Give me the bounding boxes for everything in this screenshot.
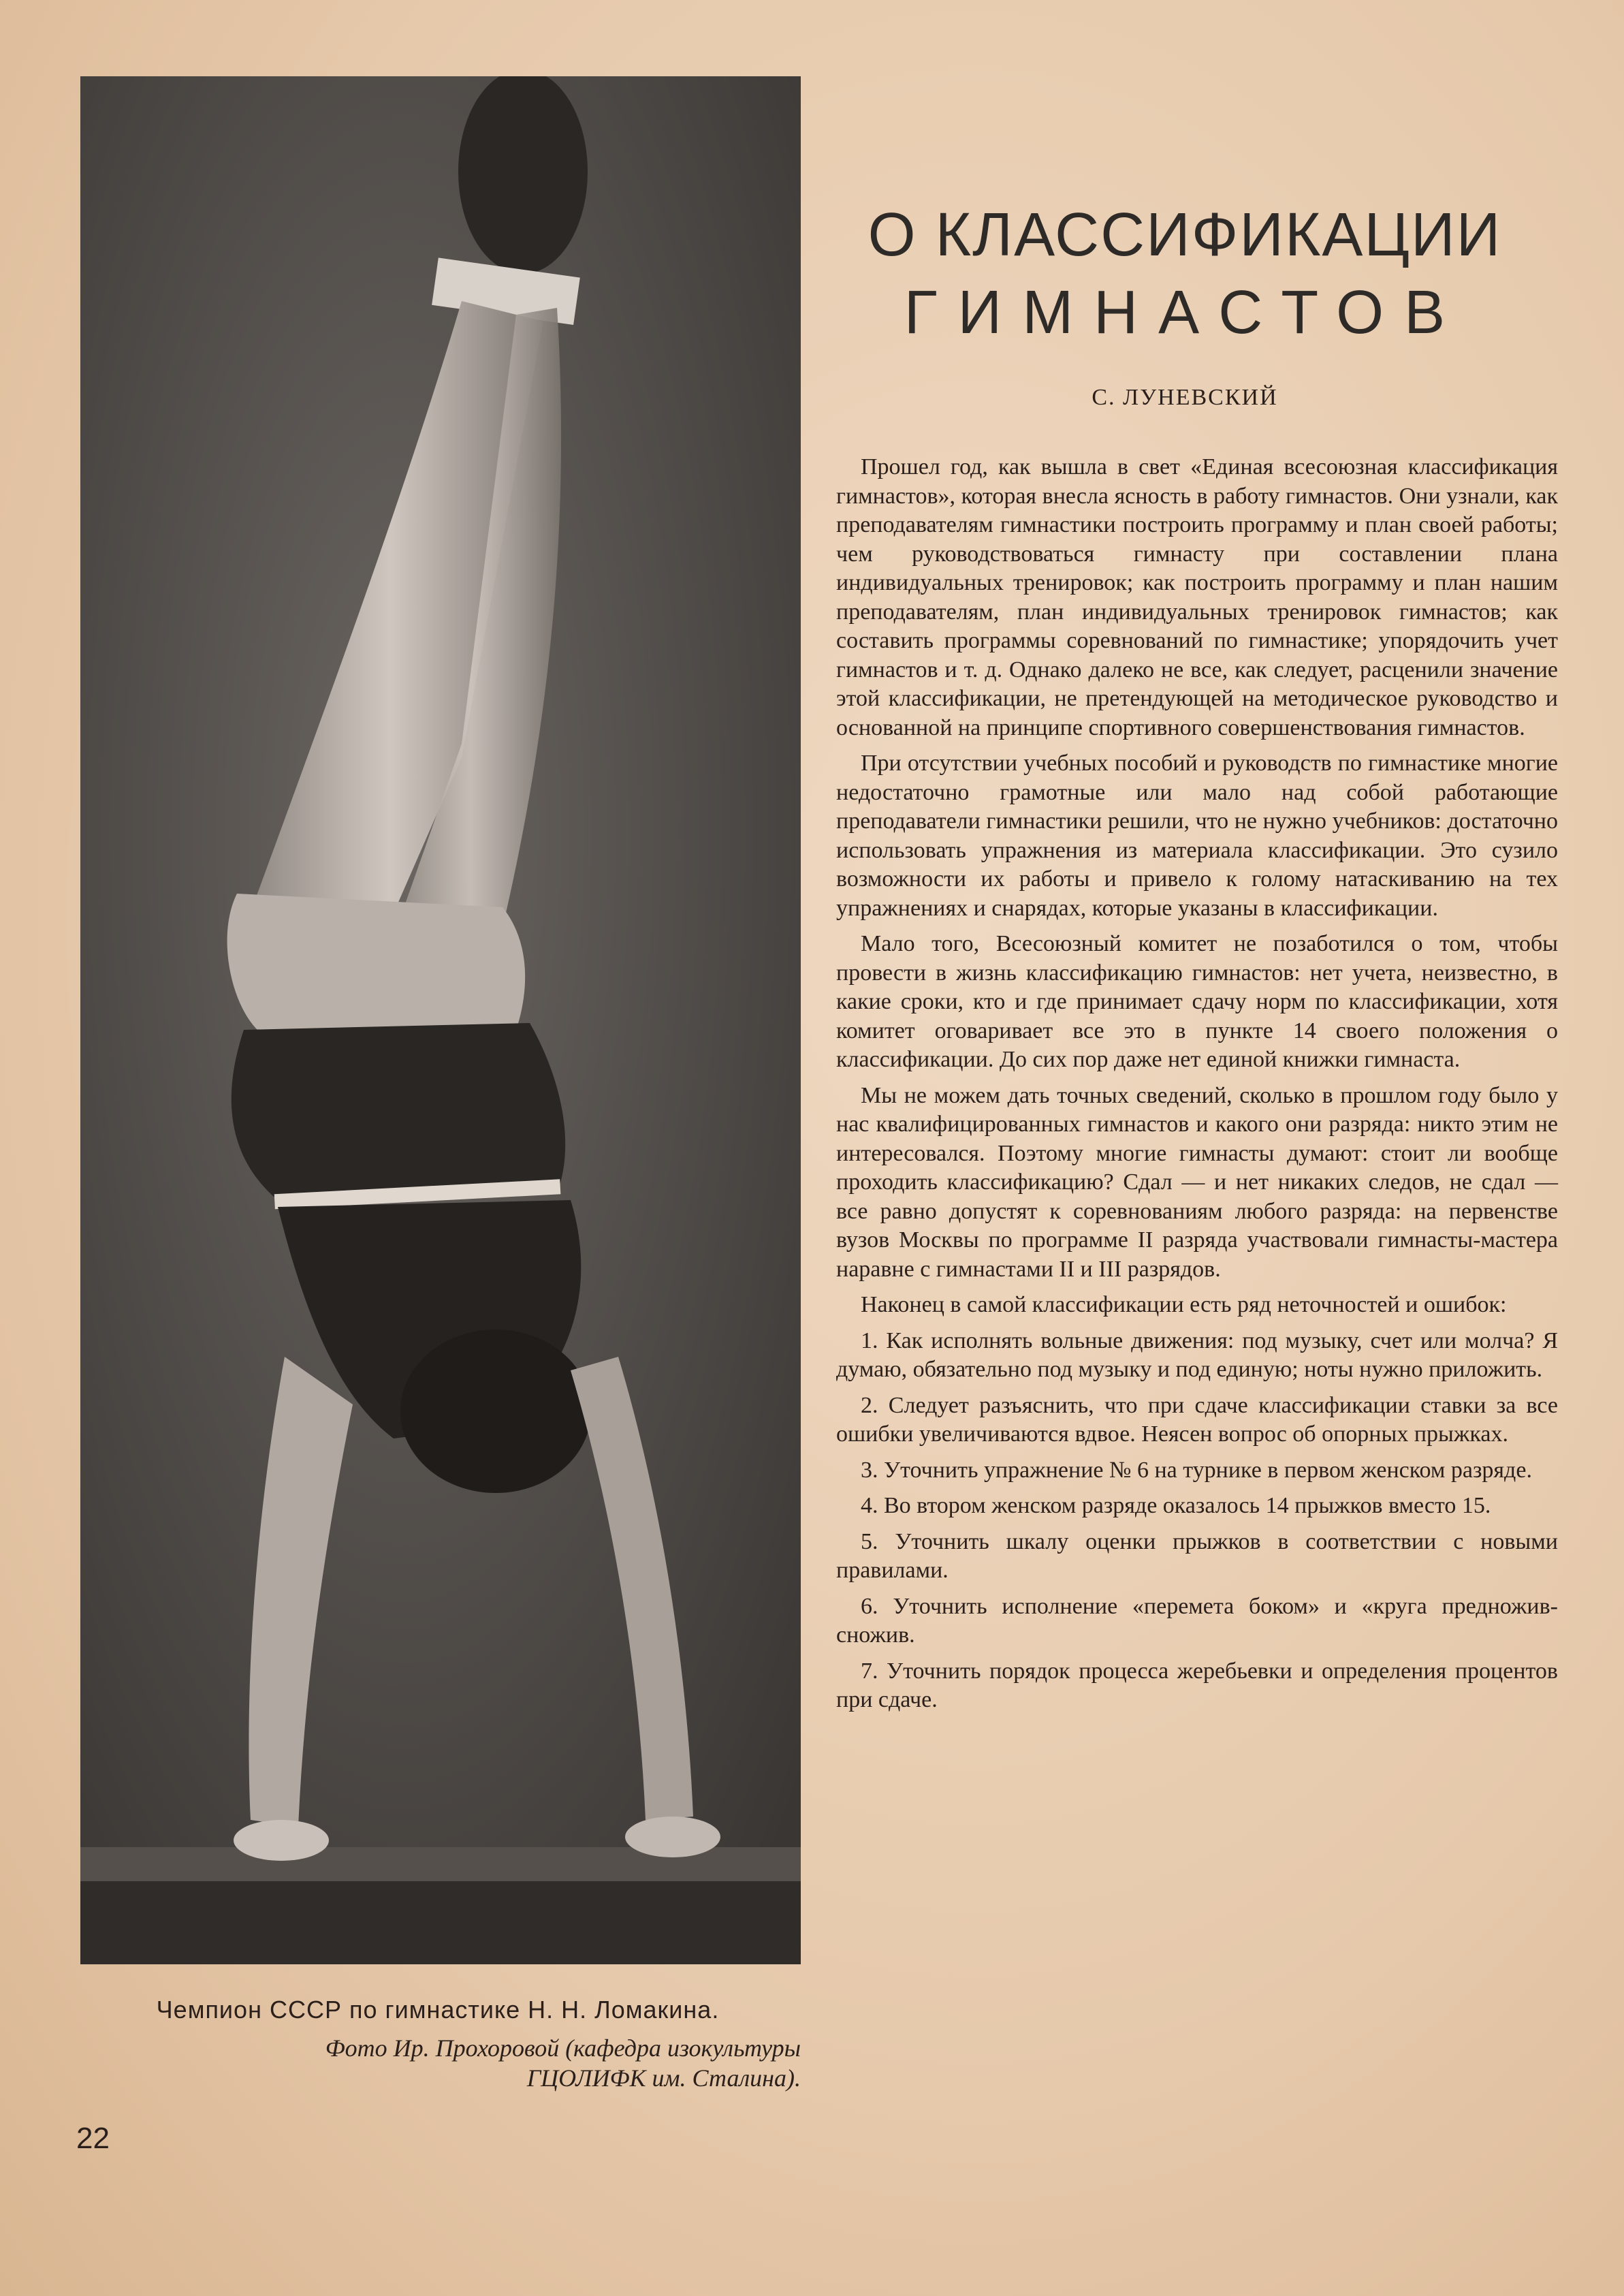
list-item: 3. Уточнить упражнение № 6 на турнике в первом женском разряде. — [861, 1457, 1532, 1483]
photo-caption: Чемпион СССР по гимнастике Н. Н. Ломакина. — [156, 1996, 720, 2024]
list-item: 5. Уточнить шкалу оценки прыжков в соответствии с новыми правилами. — [836, 1528, 1558, 1583]
title-line1: О КЛАССИФИКАЦИИ — [867, 201, 1502, 269]
list-item: 6. Уточнить исполнение «перемета боком» и «круга предножив-сножив. — [836, 1593, 1558, 1648]
gymnast-handstand-icon — [80, 76, 801, 1964]
list-item: 7. Уточнить порядок процесса жеребьевки и определения процентов при сдаче. — [836, 1658, 1558, 1712]
photo-credit — [80, 2033, 801, 2093]
paragraph: Прошел год, как вышла в свет «Единая всесоюзная классификация гимнастов», которая внесла ясность в работу гимнастов. Они узнали, как преподавателям гимнастики построить программу и план своей работы; чем руководствоваться гимнасту при составлении плана индивидуальных тренировок; как построить программу и план нашим преподавателям, план индивидуальных тренировок гимнастов; как составить программы соревнований по гимнастике; упорядочить учет гимнастов и т. д. Однако далеко не все, как следует, расценили значение этой классификации, не претендующей на методическое руководство и основанной на принципе спортивного совершенствования гимнастов. — [836, 454, 1558, 740]
gymnast-photo — [80, 76, 801, 1964]
list-item: 4. Во втором женском разряде оказалось 14 прыжков вместо 15. — [861, 1493, 1491, 1518]
photo-credit-line1: Фото Ир. Прохоровой (кафедра изокультуры — [325, 2034, 801, 2062]
list-item: 2. Следует разъяснить, что при сдаче классификации ставки за все ошибки увеличиваются вдвое. Неясен вопрос об опорных прыжках. — [836, 1392, 1558, 1447]
paragraph: При отсутствии учебных пособий и руководств по гимнастике многие недостаточно грамотные или мало над собой работающие преподаватели гимнастики решили, что не нужно учебников: достаточно использовать упражнения из материала классификации. Это сузило возможности их работы и привело к голому натаскиванию на тех упражнениях и снарядах, которые указаны в классификации. — [836, 751, 1558, 921]
paragraph: Мы не можем дать точных сведений, сколько в прошлом году было у нас квалифицированных гимнастов и какого они разряда: никто этим не интересовался. Поэтому многие гимнасты думают: стоит ли вообще проходить классификацию? Сдал — и нет никаких следов, не сдал — все равно допустят к соревнованиям любого разряда: на первенстве вузов Москвы по программе II разряда участвовали гимнасты-мастера наравне с гимнастами II и III разрядов. — [836, 1082, 1558, 1282]
article-body — [836, 453, 1558, 1722]
paragraph: Мало того, Всесоюзный комитет не позаботился о том, чтобы провести в жизнь классификацию гимнастов: нет учета, неизвестно, в какие сроки, кто и где принимает сдачу норм по классификации, хотя комитет оговаривает все это в пункте 14 своего положения о классификации. До сих пор даже нет единой книжки гимнаста. — [836, 931, 1558, 1072]
list-item: 1. Как исполнять вольные движения: под музыку, счет или молча? Я думаю, обязательно под музыку и под единую; ноты нужно приложить. — [836, 1327, 1558, 1382]
title-line2: ГИМНАСТОВ — [904, 279, 1466, 347]
paragraph: Наконец в самой классификации есть ряд неточностей и ошибок: — [861, 1292, 1507, 1317]
article-title — [831, 201, 1539, 347]
photo-credit-line2: ГЦОЛИФК им. Сталина). — [526, 2064, 801, 2092]
page-number: 22 — [76, 2122, 110, 2155]
article-author: С. ЛУНЕВСКИЙ — [1092, 385, 1278, 410]
